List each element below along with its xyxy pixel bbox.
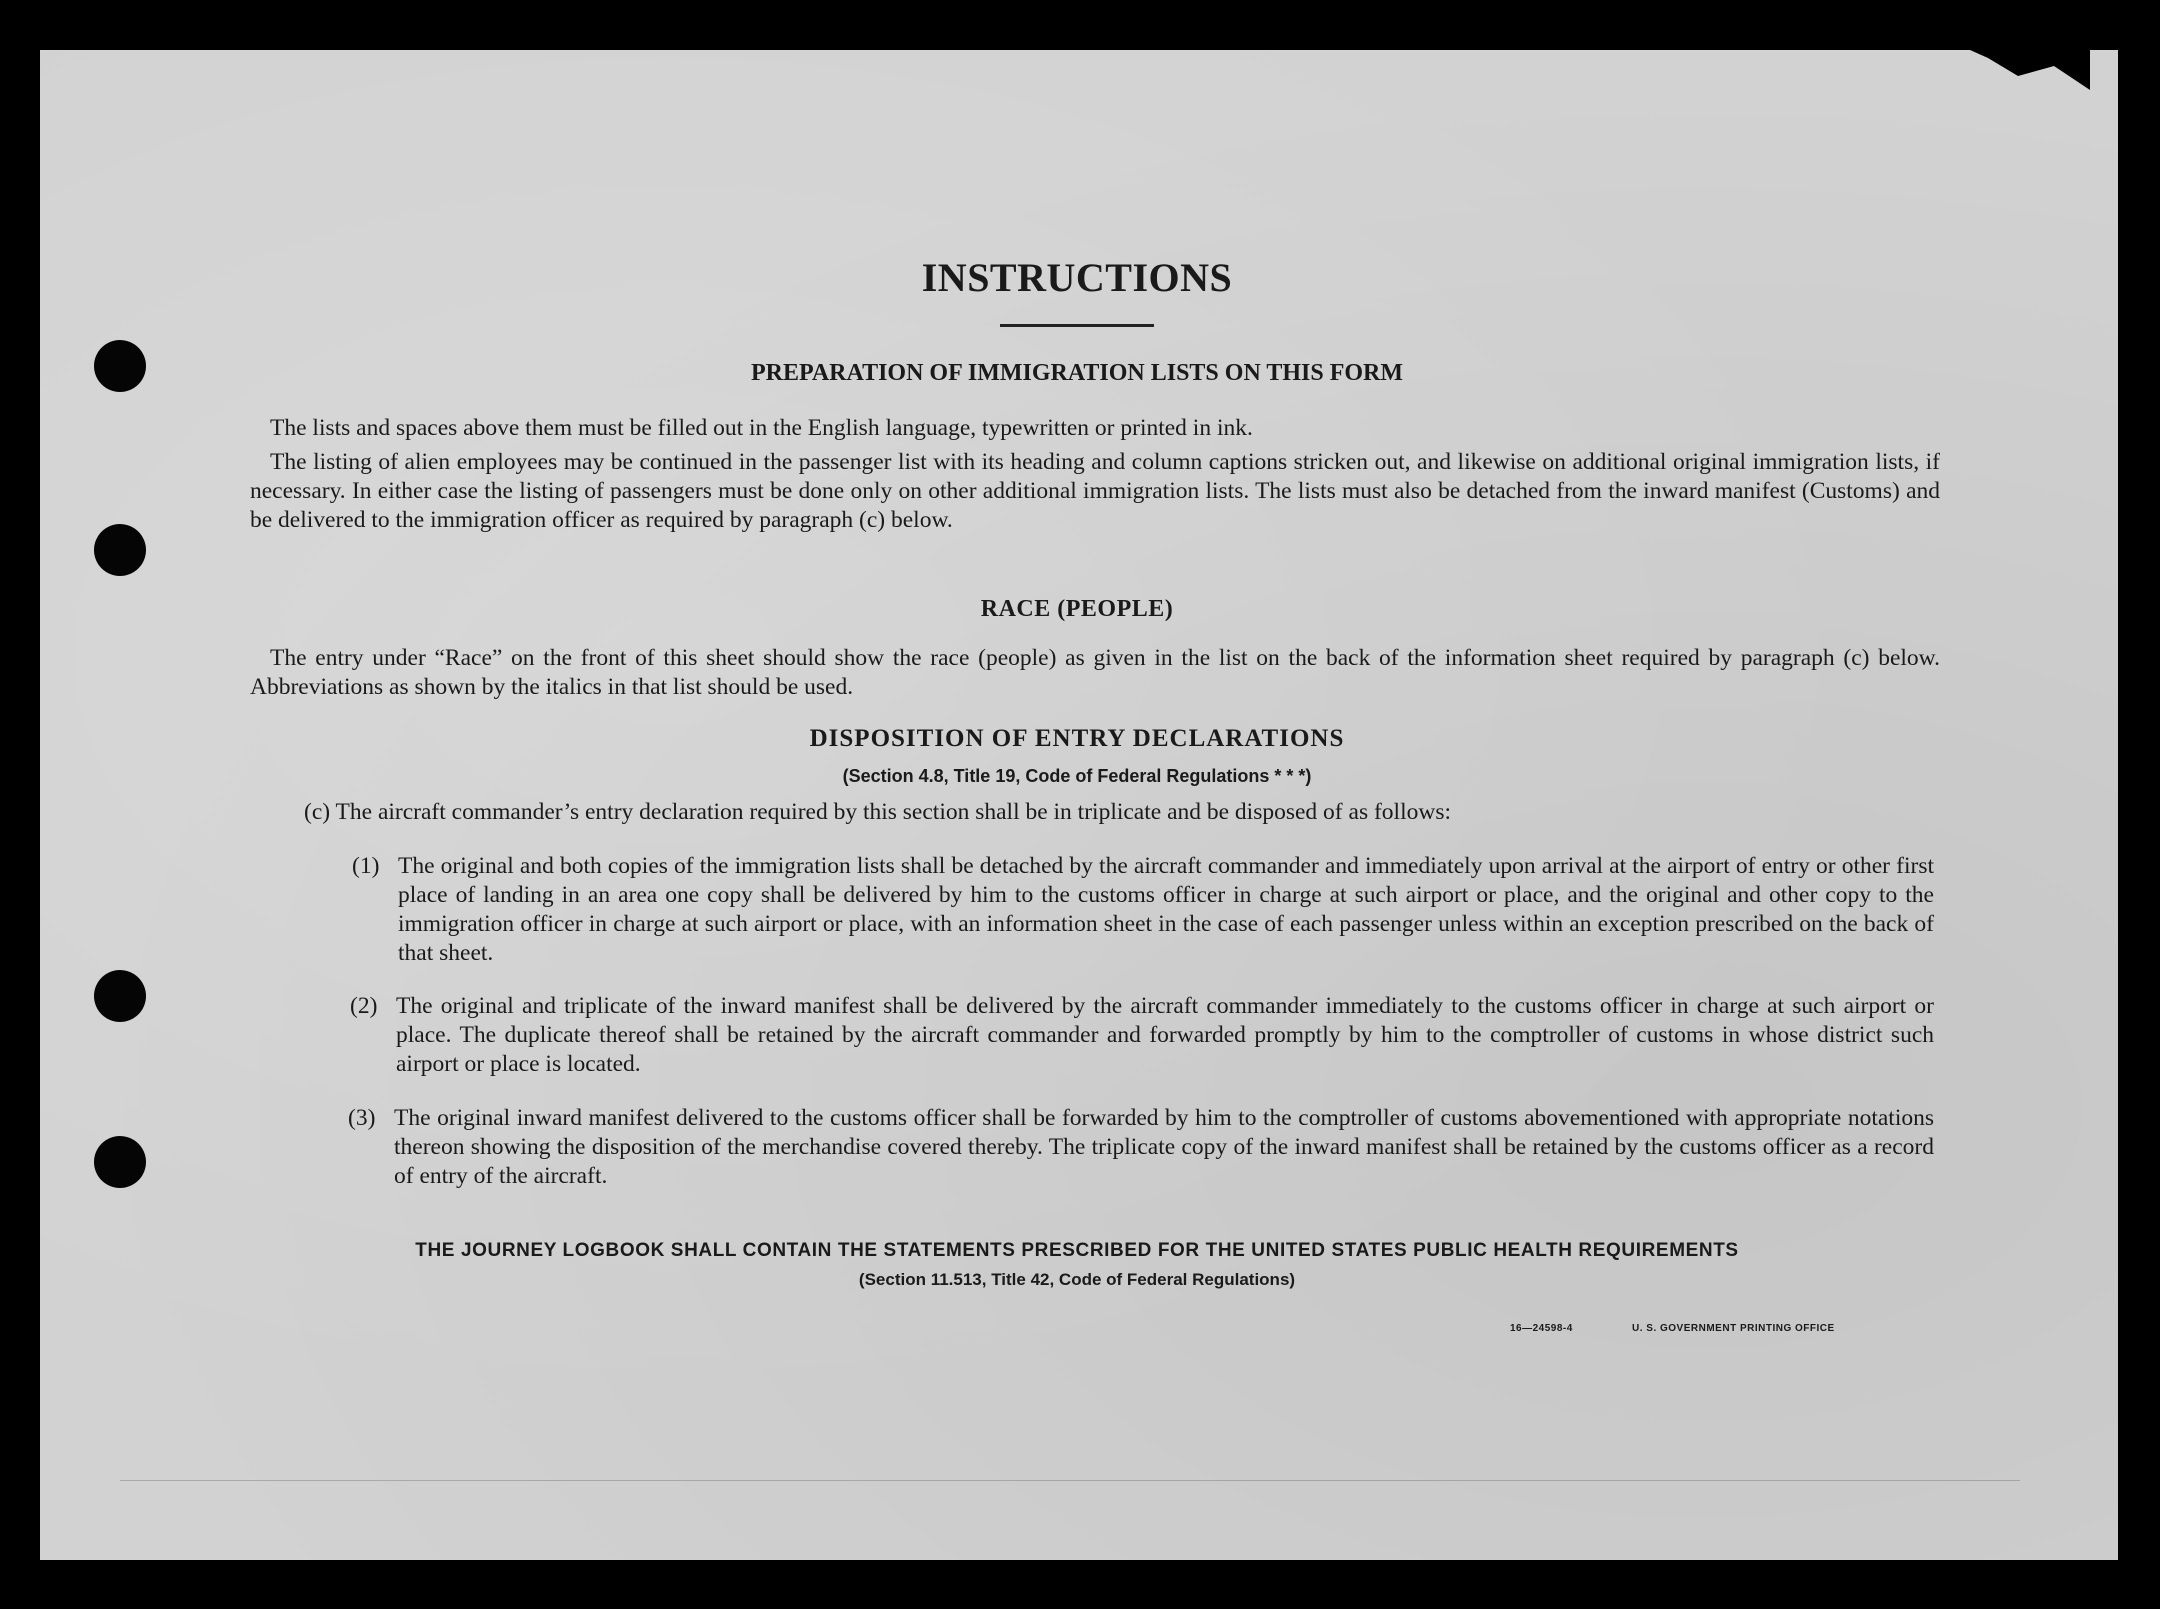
item-number: (1) [352, 853, 380, 879]
page-title: INSTRUCTIONS [921, 255, 1233, 300]
punch-hole [94, 1136, 146, 1188]
race-paragraph: The entry under “Race” on the front of this sheet should show the race (people) as given in the list on the back of the information sheet required by paragraph (c) below. Abbreviations as shown by the italics in that list should be used. [250, 645, 1940, 700]
preparation-paragraph-1: The lists and spaces above them must be filled out in the English language, typewritten or printed in ink. [270, 415, 1253, 441]
item-number: (3) [348, 1105, 376, 1131]
health-requirements-statement: THE JOURNEY LOGBOOK SHALL CONTAIN THE STATEMENTS PRESCRIBED FOR THE UNITED STATES PUBLIC HEALTH REQUIREMENTS [415, 1240, 1739, 1261]
preparation-paragraph-2: The listing of alien employees may be continued in the passenger list with its heading and column captions stricken out, and likewise on additional original immigration lists, if necessary. In either case the listing of passengers must be done only on other additional immigration lists. The lists must also be detached from the inward manifest (Customs) and be delivered to the immigration officer as required by paragraph (c) below. [250, 449, 1940, 533]
disposition-citation: (Section 4.8, Title 19, Code of Federal Regulations * * *) [842, 766, 1312, 786]
punch-hole [94, 524, 146, 576]
form-print-code: 16—24598-4 [1510, 1323, 1573, 1334]
disposition-item-2: The original and triplicate of the inward manifest shall be delivered by the aircraft commander immediately to the customs officer in charge at such airport or place. The duplicate thereof shall be retained by the aircraft commander and forwarded promptly by him to the comptroller of customs in whose district such airport or place is located. [396, 993, 1934, 1077]
section-title-preparation: PREPARATION OF IMMIGRATION LISTS ON THIS FORM [750, 360, 1404, 386]
disposition-item-3: The original inward manifest delivered to the customs officer shall be forwarded by him to the comptroller of customs abovementioned with appropriate notations thereon showing the disposition of the merchandise covered thereby. The triplicate copy of the inward manifest shall be retained by the customs officer as a record of entry of the aircraft. [394, 1105, 1934, 1189]
disposition-item-1: The original and both copies of the immigration lists shall be detached by the aircraft commander and immediately upon arrival at the airport of entry or other first place of landing in an area one copy shall be delivered by him to the customs officer in charge at such airport or place, and the original and other copy to the immigration officer in charge at such airport or place, with an information sheet in the case of each passenger unless within an exception prescribed on the back of that sheet. [398, 853, 1934, 966]
section-title-race: RACE (PEOPLE) [980, 596, 1174, 622]
disposition-intro: (c) The aircraft commander’s entry declaration required by this section shall be in triplicate and be disposed of as follows: [304, 799, 1451, 825]
item-number: (2) [350, 993, 378, 1019]
bleed-through-rule [120, 1480, 2020, 1481]
printing-office-imprint: U. S. GOVERNMENT PRINTING OFFICE [1632, 1323, 1835, 1334]
title-rule [1000, 324, 1154, 327]
health-requirements-citation: (Section 11.513, Title 42, Code of Federal Regulations) [858, 1270, 1296, 1289]
punch-hole [94, 970, 146, 1022]
punch-hole [94, 340, 146, 392]
section-title-disposition: DISPOSITION OF ENTRY DECLARATIONS [809, 725, 1345, 752]
torn-corner [1970, 50, 2090, 90]
document-sheet [40, 50, 2118, 1560]
